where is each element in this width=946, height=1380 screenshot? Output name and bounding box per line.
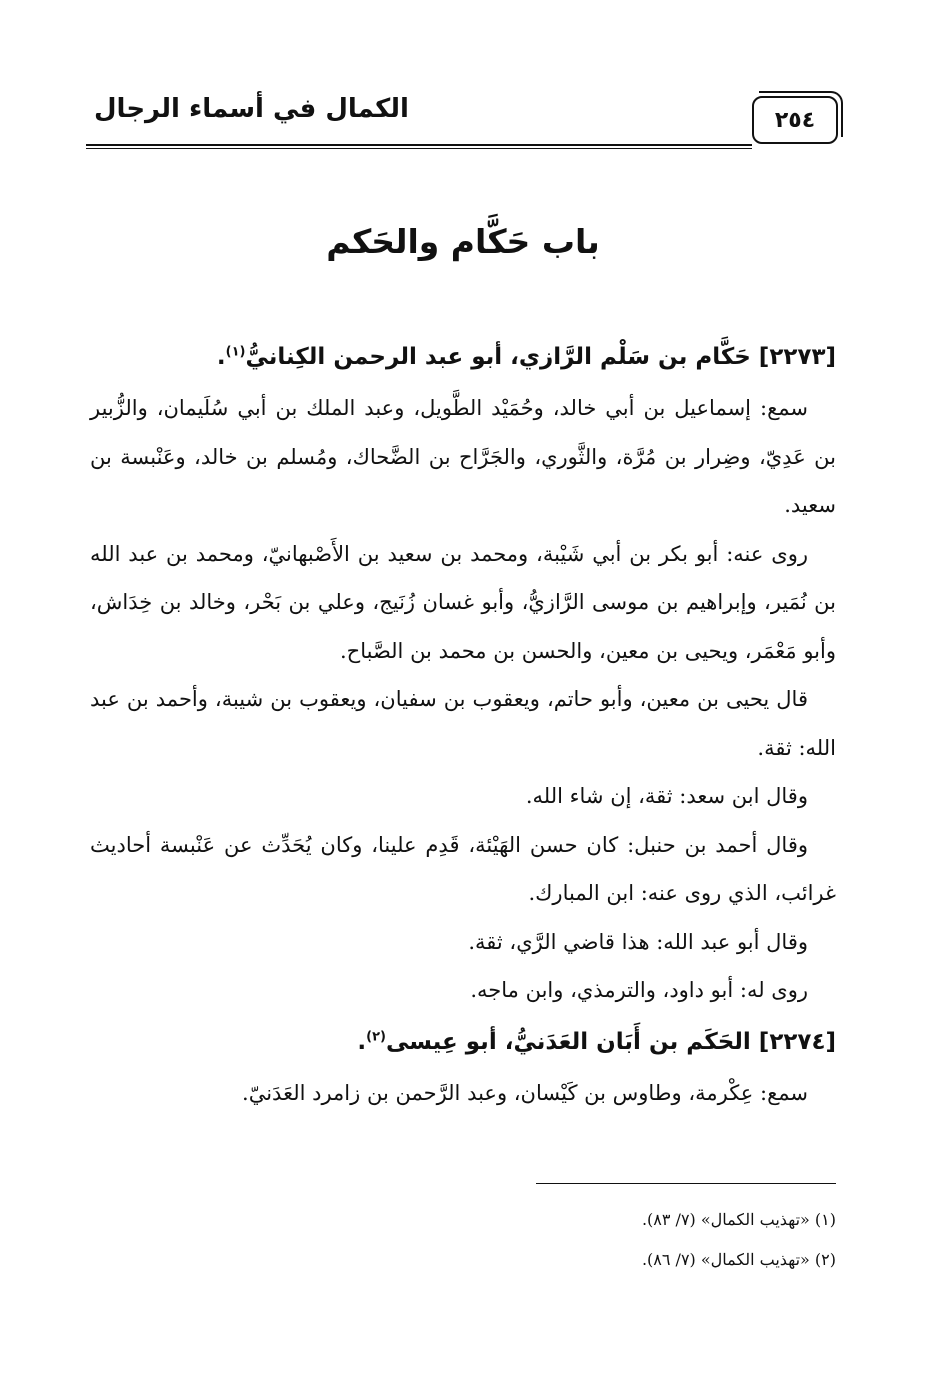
header-rule-thin xyxy=(86,148,752,149)
page-header xyxy=(86,92,838,150)
paragraph-narrated-by: روى له: أبو داود، والترمذي، وابن ماجه. xyxy=(470,978,808,1002)
footnote-marker: (١) xyxy=(225,344,246,360)
running-title: الكمال في أسماء الرجال xyxy=(94,94,409,124)
paragraph-ahmad-ibn-hanbal: وقال أحمد بن حنبل: كان حسن الهَيْئة، قَدِم علينا، وكان يُحَدِّث عن عَنْبسة أحاديث غرائب، الذي روى عنه: ابن المبارك. xyxy=(90,832,836,905)
entry-2273 xyxy=(90,330,836,1015)
entry-heading-end: . xyxy=(216,344,226,370)
entry-heading-text: [٢٢٧٣] حَكَّام بن سَلْم الرَّازي، أبو عبد الرحمن الكِنانيُّ xyxy=(245,344,836,370)
paragraph-heard-from: سمع: عِكْرمة، وطاوس بن كَيْسان، وعبد الرَّحمن بن زامرد العَدَنيّ. xyxy=(242,1080,808,1105)
paragraph-grading: قال يحيى بن معين، وأبو حاتم، ويعقوب بن سفيان، ويعقوب بن شيبة، وأحمد بن عبد الله: ثقة. xyxy=(90,687,836,760)
paragraph-ibn-saad: وقال ابن سعد: ثقة، إن شاء الله. xyxy=(525,784,808,808)
entry-heading-end: . xyxy=(357,1028,367,1055)
header-rule xyxy=(86,144,752,146)
paragraph-heard-from: سمع: إسماعيل بن أبي خالد، وحُمَيْد الطَّويل، وعبد الملك بن أبي سُلَيمان، والزُّبير بن عَدِيّ، وضِرار بن مُرَّة، والثَّوري، والجَرَّاح بن الضَّحاك، ومُسلم بن خالد، وعَنْبسة بن سعيد. xyxy=(90,396,836,517)
entry-heading xyxy=(90,1015,836,1069)
footnote-1: (١) «تهذيب الكمال» (٧/ ٨٣). xyxy=(641,1210,836,1229)
main-text xyxy=(90,212,836,1117)
entry-2274 xyxy=(90,1015,836,1118)
footnotes xyxy=(116,1200,836,1280)
page-number: ٢٥٤ xyxy=(752,96,838,144)
footnote-separator xyxy=(536,1183,836,1184)
entry-heading xyxy=(90,330,836,384)
paragraph-abu-abdullah: وقال أبو عبد الله: هذا قاضي الرَّي، ثقة. xyxy=(468,929,808,954)
entry-heading-text: [٢٢٧٤] الحَكَم بن أَبَان العَدَنيُّ، أبو عِيسى xyxy=(385,1028,836,1055)
footnote-marker: (٢) xyxy=(366,1028,386,1044)
footnote-2: (٢) «تهذيب الكمال» (٧/ ٨٦). xyxy=(641,1250,836,1269)
paragraph-narrated-from-him: روى عنه: أبو بكر بن أبي شَيْبة، ومحمد بن سعيد بن الأَصْبهانيّ، ومحمد بن عبد الله بن نُمَير، وإبراهيم بن موسى الرَّازيُّ، وأبو غسان زُنَيج، وعلي بن بَحْر، وخالد بن خِدَاش، وأبو مَعْمَر، ويحيى بن معين، والحسن بن محمد بن الصَّباح. xyxy=(90,541,836,663)
chapter-title: باب حَكَّام والحَكم xyxy=(326,222,600,261)
